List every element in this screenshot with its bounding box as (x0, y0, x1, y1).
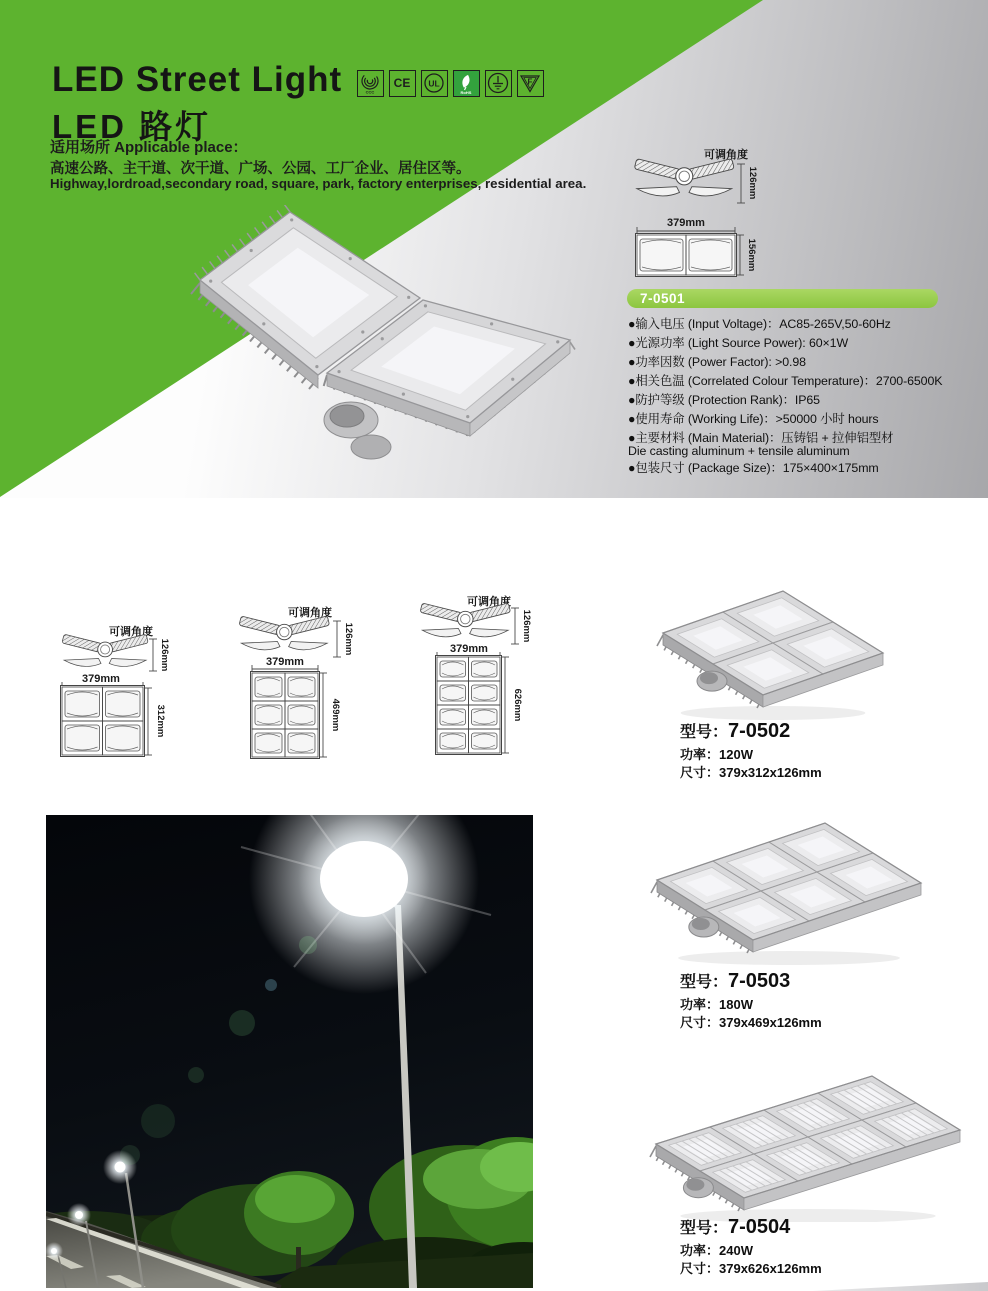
product-info-7-0502 (680, 718, 822, 782)
dim-379mm: 379mm (266, 656, 304, 668)
side-view-drawing (420, 603, 511, 637)
model-label: 型号： (680, 1220, 729, 1237)
tech-drawing-7-0504 (405, 578, 555, 783)
power-label: 功率： (680, 747, 720, 762)
product-model-line (680, 968, 822, 996)
size-label: 尺寸： (680, 1015, 720, 1030)
dim-126mm: 126mm (159, 638, 170, 672)
product-model-line (680, 718, 822, 746)
spec-line: ●包装尺寸 (Package Size)：175×400×175mm (628, 461, 879, 475)
product-image-7-0503 (612, 800, 932, 965)
model-value: 7-0504 (728, 1216, 791, 1238)
dim-312mm: 312mm (155, 704, 166, 738)
model-banner: 7-0501 (627, 289, 938, 308)
side-view-drawing (239, 616, 330, 650)
product-size-line (680, 1014, 822, 1032)
product-info-7-0503 (680, 968, 822, 1032)
applicable-place-en: Highway,lordroad,secondary road, square, park, factory enterprises, residential area. (50, 176, 587, 191)
product-model-line (680, 1214, 822, 1242)
top-view-drawing (636, 234, 737, 277)
page-title-en: LED Street Light (52, 60, 343, 99)
spec-line: ●相关色温 (Correlated Colour Temperature)：2700-6500K (628, 374, 943, 388)
ul-icon (421, 70, 448, 97)
bottom-corner-decoration (813, 1282, 988, 1291)
product-power-line (680, 1242, 822, 1260)
model-value: 7-0502 (728, 720, 791, 742)
size-value: 379x312x126mm (719, 765, 822, 780)
spec-line: ●光源功率 (Light Source Power): 60×1W (628, 336, 849, 350)
model-label: 型号： (680, 974, 729, 991)
power-value: 240W (719, 1243, 753, 1258)
tech-drawing-7-0503 (222, 588, 372, 778)
adjustable-angle-label: 可调角度 (109, 626, 153, 638)
ce-icon (389, 70, 416, 97)
size-label: 尺寸： (680, 765, 720, 780)
adjustable-angle-label: 可调角度 (288, 607, 332, 619)
product-image-7-0502 (618, 563, 908, 723)
ccc-text: CCC (365, 89, 375, 95)
side-view-drawing (62, 634, 148, 666)
adjustable-angle-label: 可调角度 (704, 149, 748, 161)
side-view-drawing (634, 159, 734, 196)
spec-line-continuation: Die casting aluminum + tensile aluminum (628, 444, 850, 458)
power-value: 180W (719, 997, 753, 1012)
spec-line: ●输入电压 (Input Voltage)：AC85-265V,50-60Hz (628, 317, 891, 331)
tech-drawing-7-0502 (35, 598, 185, 773)
spec-line: ●使用寿命 (Working Life)：>50000 小时 hours (628, 412, 879, 426)
spec-line: ●主要材料 (Main Material)：压铸铝 + 拉伸铝型材 (628, 431, 894, 445)
dim-126mm: 126mm (747, 166, 758, 200)
ul-text: UL (428, 78, 440, 89)
product-power-line (680, 746, 822, 764)
adjustable-angle-label: 可调角度 (467, 596, 511, 608)
dim-156mm: 156mm (746, 238, 757, 272)
applicable-place-heading: 适用场所 Applicable place： (50, 139, 248, 156)
tech-drawing-7-0501 (615, 143, 790, 293)
power-value: 120W (719, 747, 753, 762)
size-value: 379x626x126mm (719, 1261, 822, 1276)
power-label: 功率： (680, 1243, 720, 1258)
dim-126mm: 126mm (521, 609, 532, 643)
certification-icons (357, 70, 544, 97)
page-title-zh: LED 路灯 (52, 108, 212, 145)
street-photo (46, 815, 533, 1288)
rohs-text: RoHS (460, 89, 472, 95)
spec-list (628, 314, 978, 477)
top-view-drawing (436, 656, 502, 755)
spec-line: ●功率因数 (Power Factor): >0.98 (628, 355, 806, 369)
f-mark-text: F (527, 77, 533, 87)
dim-379mm: 379mm (450, 643, 488, 655)
top-view-drawing (61, 686, 145, 757)
size-value: 379x469x126mm (719, 1015, 822, 1030)
product-power-line (680, 996, 822, 1014)
f-mark-icon (517, 70, 544, 97)
power-label: 功率： (680, 997, 720, 1012)
dim-126mm: 126mm (343, 622, 354, 656)
top-view-drawing (251, 672, 320, 759)
rohs-icon (453, 70, 480, 97)
spec-line: ●防护等级 (Protection Rank)：IP65 (628, 393, 820, 407)
size-label: 尺寸： (680, 1261, 720, 1276)
dim-469mm: 469mm (330, 698, 341, 732)
dim-626mm: 626mm (512, 688, 523, 722)
product-image-7-0504 (606, 1052, 966, 1222)
applicable-place-zh: 高速公路、主干道、次干道、广场、公园、工厂企业、居住区等。 (50, 161, 471, 177)
hero-product-image (185, 205, 585, 485)
dim-379mm: 379mm (667, 217, 705, 229)
model-value: 7-0503 (728, 970, 791, 992)
product-info-7-0504 (680, 1214, 822, 1278)
product-size-line (680, 1260, 822, 1278)
model-label: 型号： (680, 724, 729, 741)
product-size-line (680, 764, 822, 782)
ccc-icon (357, 70, 384, 97)
dim-379mm: 379mm (82, 673, 120, 685)
ground-icon (485, 70, 512, 97)
ce-text: CE (393, 76, 411, 90)
